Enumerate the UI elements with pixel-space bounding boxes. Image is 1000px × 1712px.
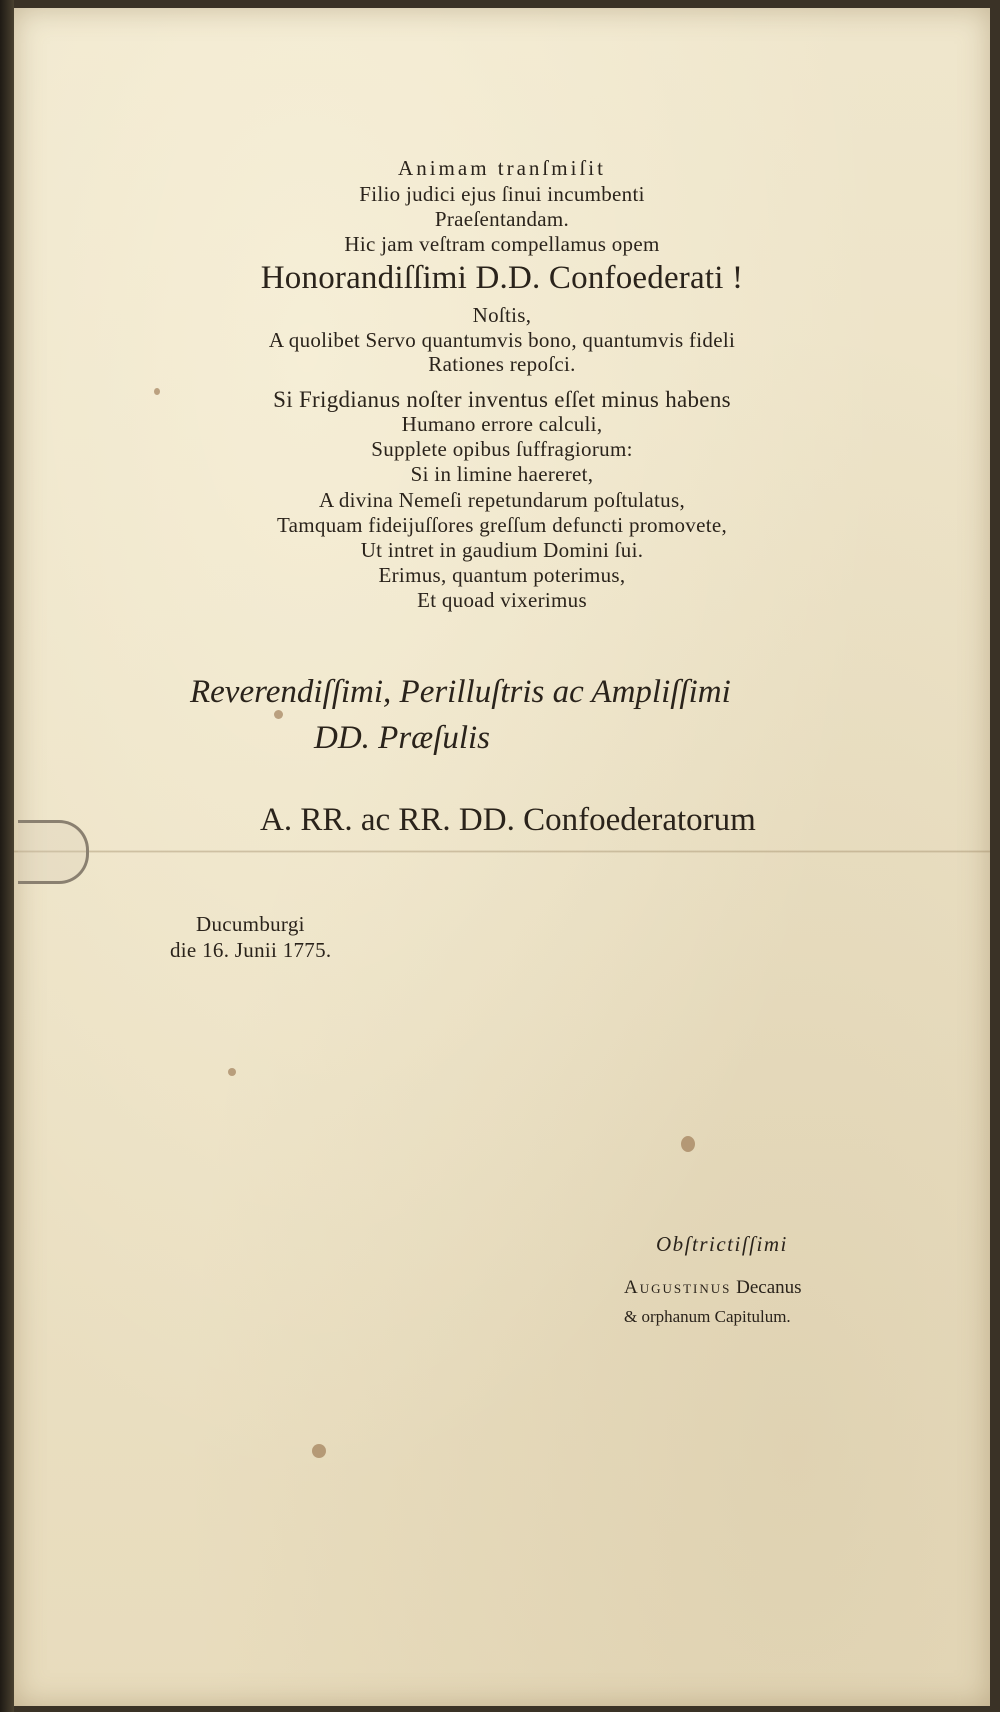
document-page: [14, 8, 990, 1706]
address-line: A. RR. ac RR. DD. Confoederatorum: [260, 802, 756, 838]
body-line: A quolibet Servo quantumvis bono, quantumvis fideli: [268, 328, 736, 352]
body-line: Tamquam fideijuſſores greſſum defuncti promovete,: [276, 513, 728, 537]
book-binding-edge: [0, 0, 14, 1712]
body-line: Ut intret in gaudium Domini ſui.: [360, 538, 644, 562]
closing: Obſtrictiſſimi: [656, 1232, 788, 1256]
signatory-line: & orphanum Capitulum.: [624, 1307, 791, 1326]
paper-fold-crease: [14, 850, 990, 853]
body-line: Hic jam veſtram compellamus opem: [344, 232, 660, 256]
body-line: Humano errore calculi,: [401, 412, 603, 436]
body-line: A divina Nemeſi repetundarum poſtulatus,: [318, 488, 685, 512]
stain-spot: [274, 710, 283, 719]
body-line: Si in limine haereret,: [410, 462, 594, 486]
body-line: Noſtis,: [472, 303, 532, 327]
stain-spot: [681, 1136, 695, 1152]
signatory-title: Decanus: [731, 1277, 802, 1298]
signatory-name: [624, 1278, 802, 1297]
body-line: Praeſentandam.: [434, 207, 570, 231]
address-line: DD. Præſulis: [314, 720, 491, 756]
stain-spot: [228, 1068, 236, 1076]
body-line: Supplete opibus ſuffragiorum:: [371, 437, 633, 461]
body-line: Si Frigdianus noſter inventus eſſet minus habens: [273, 387, 731, 412]
body-line: Filio judici ejus ſinui incumbenti: [359, 182, 645, 206]
body-line: Erimus, quantum poterimus,: [378, 563, 626, 587]
place: Ducumburgi: [196, 912, 305, 936]
address-line: Reverendiſſimi, Perilluſtris ac Ampliſſimi: [190, 674, 731, 710]
body-line: Rationes repoſci.: [428, 352, 576, 376]
body-heading-line: Honorandiſſimi D.D. Confoederati !: [260, 260, 744, 296]
date: die 16. Junii 1775.: [170, 938, 332, 962]
binding-clip: [18, 820, 89, 884]
signatory-name-caps: Augustinus: [624, 1277, 732, 1298]
body-line: Animam tranſmiſit: [398, 156, 606, 180]
stain-spot: [312, 1444, 326, 1458]
body-line: Et quoad vixerimus: [417, 588, 587, 612]
